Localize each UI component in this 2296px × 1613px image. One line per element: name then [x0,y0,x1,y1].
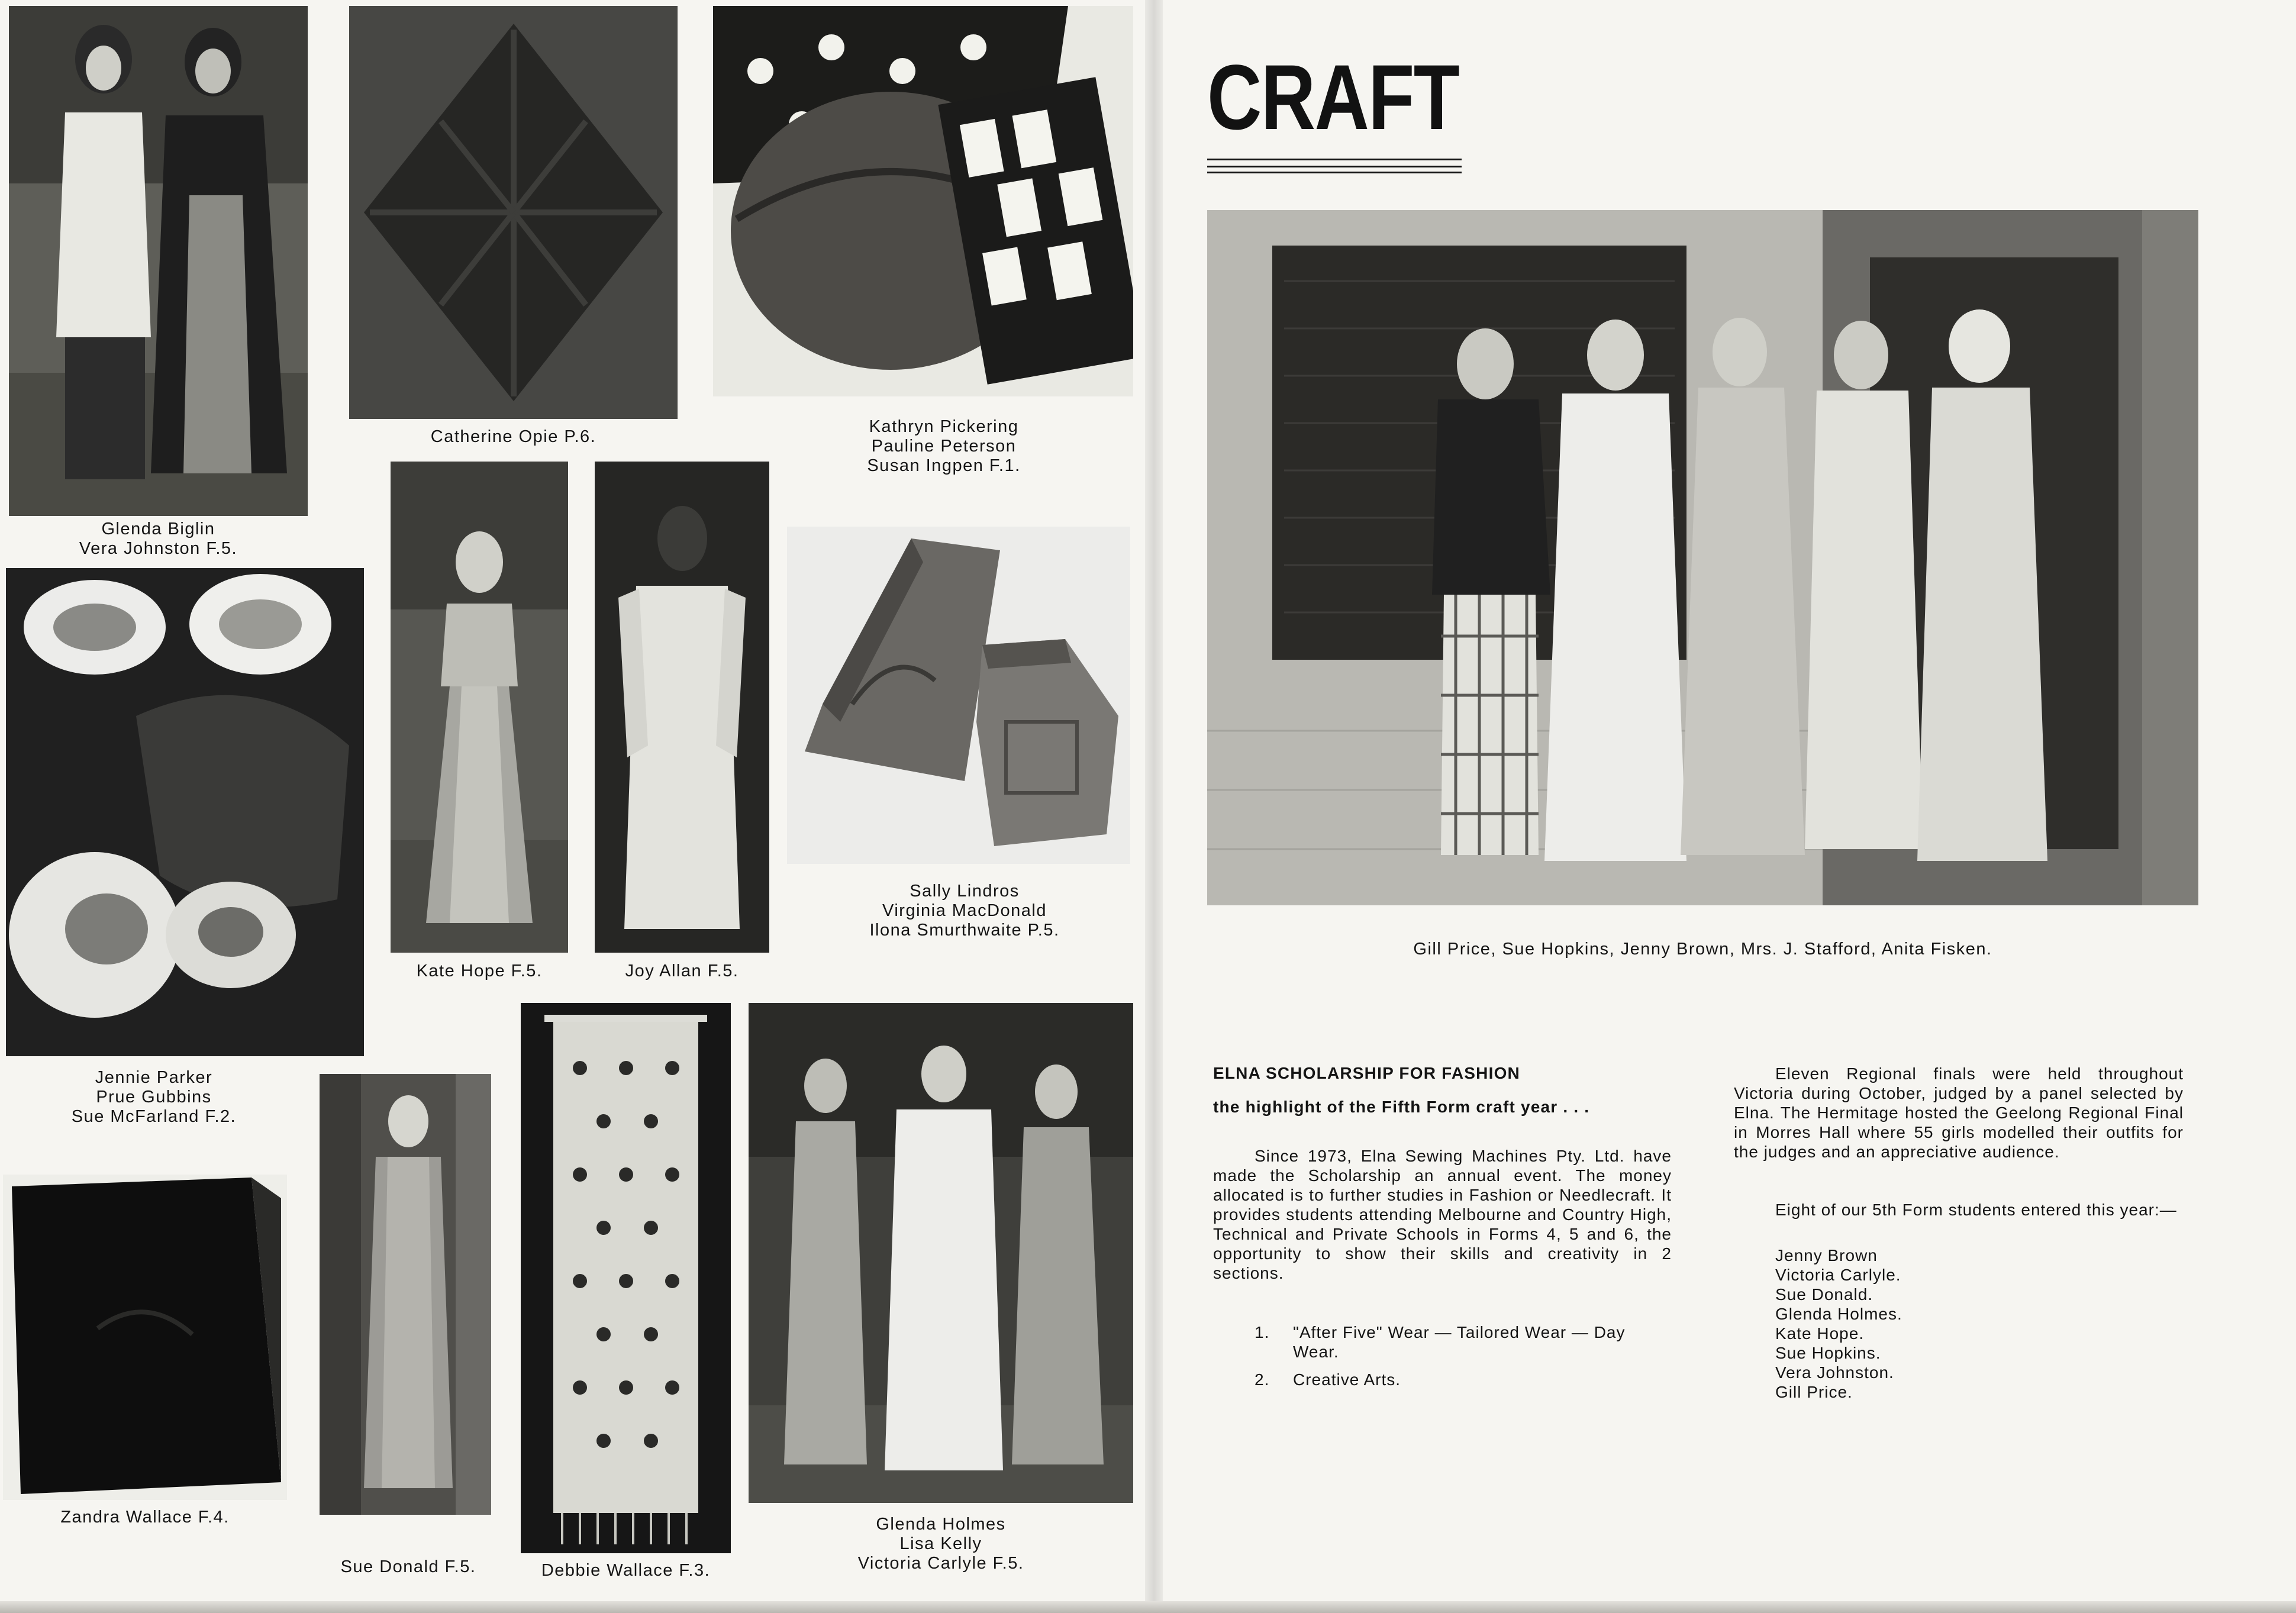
caption-line: Kathryn Pickering [869,417,1019,436]
list-number: 2. [1255,1370,1270,1389]
photo-zandra-box [3,1175,287,1500]
caption-zandra [3,1508,287,1527]
caption-kate [391,962,568,981]
list-text: "After Five" Wear — Tailored Wear — Day Wear. [1293,1323,1626,1361]
photo-kate-hope [391,462,568,953]
caption-glenda-vera [9,520,308,559]
caption-group [1207,940,2198,959]
caption-line: Zandra Wallace F.4. [60,1508,230,1527]
caption-line: Debbie Wallace F.3. [541,1561,711,1580]
photo-glenda-lisa-victoria [749,1003,1133,1503]
article-sections-list [1255,1322,1675,1398]
photo-group-fashion [1207,210,2198,905]
caption-line: Catherine Opie P.6. [430,427,596,446]
photo-kathryn-bag [713,6,1133,396]
caption-line: Gill Price, Sue Hopkins, Jenny Brown, Mrs. J. Stafford, Anita Fisken. [1413,940,1992,959]
photo-jennie-slippers [6,568,364,1056]
entrant-name: Sue Hopkins. [1775,1344,1881,1362]
list-item [1255,1370,1675,1389]
photo-sue-donald [320,1074,491,1515]
caption-line: Glenda Biglin [101,520,215,538]
caption-line: Joy Allan F.5. [625,962,739,980]
caption-sally [817,882,1112,940]
photo-glenda-vera [9,6,308,516]
caption-catherine [349,427,678,447]
section-title: CRAFT [1207,46,1459,149]
caption-line: Vera Johnston F.5. [79,539,238,558]
article-subheading: the highlight of the Fifth Form craft year . . . [1213,1098,1590,1116]
caption-debbie [521,1561,731,1580]
caption-line: Prue Gubbins [96,1088,212,1106]
entrant-name: Victoria Carlyle. [1775,1266,1901,1284]
entrant-name: Glenda Holmes. [1775,1305,1902,1323]
entrant-list [1775,1246,2012,1402]
entrant-name: Kate Hope. [1775,1324,1865,1343]
entrant-name: Sue Donald. [1775,1285,1873,1304]
page-gutter [1145,0,1163,1613]
page-bottom-edge [0,1601,2296,1613]
caption-line: Virginia MacDonald [882,901,1047,920]
caption-jennie [6,1068,302,1127]
caption-line: Sally Lindros [910,882,1020,901]
caption-line: Sue McFarland F.2. [71,1107,237,1126]
caption-joy [595,962,769,981]
caption-glenda-lisa [793,1515,1089,1573]
caption-line: Ilona Smurthwaite P.5. [869,921,1060,940]
caption-kathryn [796,417,1092,476]
entrant-name: Vera Johnston. [1775,1363,1894,1382]
photo-debbie-macrame [521,1003,731,1553]
article-paragraph-1: Since 1973, Elna Sewing Machines Pty. Ltd. have made the Scholarship an annual event. The money allocated is to further studies in Fashion or Needlecraft. It provides students attending Melbourne and Country High, Technical and Private Schools in Forms 4, 5 and 6, the opportunity to show their skills and creativity in 2 sections. [1213,1147,1672,1282]
title-rule-top [1207,159,1462,160]
article-heading: ELNA SCHOLARSHIP FOR FASHION [1213,1064,1520,1082]
title-rule-bottom [1207,166,1462,167]
entrant-name: Jenny Brown [1775,1246,1878,1264]
caption-line: Jennie Parker [95,1068,213,1087]
photo-sally-books [787,527,1130,864]
article-paragraph-3: Eight of our 5th Form students entered this year:— [1775,1201,2177,1219]
caption-line: Susan Ingpen F.1. [867,456,1021,475]
photo-catherine-rug [349,6,678,419]
list-text: Creative Arts. [1293,1370,1401,1389]
caption-line: Kate Hope F.5. [416,962,543,980]
entrant-name: Gill Price. [1775,1383,1853,1401]
caption-line: Pauline Peterson [871,437,1017,456]
list-number: 1. [1255,1323,1270,1341]
title-rule-bottom-2 [1207,172,1462,173]
photo-joy-allan [595,462,769,953]
caption-line: Glenda Holmes [876,1515,1006,1534]
caption-line: Victoria Carlyle F.5. [857,1554,1024,1573]
caption-line: Sue Donald F.5. [340,1557,476,1576]
article-paragraph-2: Eleven Regional finals were held throughout Victoria during October, judged by a panel selected by Elna. The Hermitage hosted the Geelong Regional Final in Morres Hall where 55 girls modelled their outfits for the judges and an appreciative audience. [1734,1064,2184,1161]
caption-line: Lisa Kelly [899,1534,982,1553]
list-item [1255,1322,1675,1362]
caption-sue [320,1557,497,1577]
